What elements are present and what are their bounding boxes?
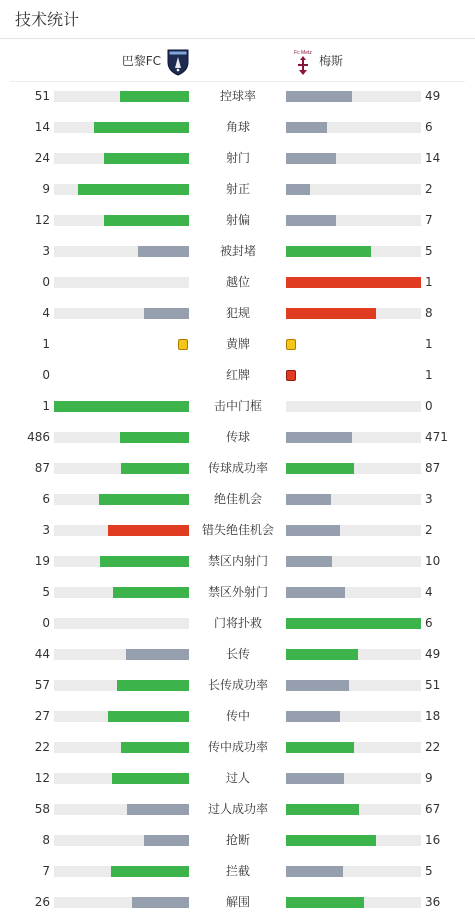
away-bar-track bbox=[286, 866, 421, 877]
home-bar-fill bbox=[111, 866, 189, 877]
home-bar-fill bbox=[94, 122, 189, 133]
stat-row bbox=[0, 732, 475, 763]
stat-label: 拦截 bbox=[225, 864, 250, 878]
home-bar-fill bbox=[127, 804, 189, 815]
away-bar-track bbox=[286, 153, 421, 164]
away-team-name[interactable]: 梅斯 bbox=[319, 54, 344, 68]
home-bar-track bbox=[54, 153, 189, 164]
away-stat-value: 49 bbox=[425, 89, 441, 103]
home-bar-track bbox=[54, 184, 189, 195]
home-bar-track bbox=[54, 556, 189, 567]
stat-label: 传球成功率 bbox=[207, 461, 268, 475]
away-bar-track bbox=[286, 742, 421, 753]
away-stat-value: 471 bbox=[425, 430, 448, 444]
away-bar-fill bbox=[286, 246, 371, 257]
home-bar-track bbox=[54, 494, 189, 505]
home-bar-fill bbox=[104, 215, 189, 226]
stat-label: 禁区外射门 bbox=[207, 585, 268, 599]
stat-row bbox=[0, 81, 475, 112]
home-stat-value: 8 bbox=[42, 833, 50, 847]
away-bar-track bbox=[286, 401, 421, 412]
stat-row bbox=[0, 546, 475, 577]
stat-label: 过人成功率 bbox=[207, 802, 268, 816]
home-bar-track bbox=[54, 649, 189, 660]
home-stat-value: 7 bbox=[42, 864, 50, 878]
home-bar-fill bbox=[120, 432, 189, 443]
away-bar-fill bbox=[286, 897, 364, 908]
away-bar-fill bbox=[286, 618, 421, 629]
home-bar-track bbox=[54, 277, 189, 288]
away-bar-track bbox=[286, 897, 421, 908]
away-stat-value: 49 bbox=[425, 647, 441, 661]
home-bar-fill bbox=[104, 153, 189, 164]
home-bar-fill bbox=[121, 463, 189, 474]
home-bar-track bbox=[54, 866, 189, 877]
home-bar-track bbox=[54, 835, 189, 846]
home-bar-fill bbox=[108, 711, 189, 722]
home-bar-fill bbox=[113, 587, 189, 598]
away-stat-value: 1 bbox=[425, 368, 433, 382]
away-stat-value: 9 bbox=[425, 771, 433, 785]
away-stat-value: 6 bbox=[425, 616, 433, 630]
away-bar-track bbox=[286, 308, 421, 319]
away-stat-value: 51 bbox=[425, 678, 441, 692]
home-stat-value: 27 bbox=[34, 709, 50, 723]
paris-fc-crest-icon[interactable] bbox=[166, 48, 190, 76]
away-bar-track bbox=[286, 215, 421, 226]
stat-label: 抢断 bbox=[225, 833, 250, 847]
away-bar-fill bbox=[286, 215, 336, 226]
home-stat-value: 12 bbox=[34, 213, 50, 227]
away-bar-fill bbox=[286, 153, 336, 164]
home-stat-value: 1 bbox=[42, 399, 50, 413]
stat-label: 传中成功率 bbox=[207, 740, 268, 754]
away-bar-fill bbox=[286, 432, 352, 443]
home-bar-track bbox=[54, 308, 189, 319]
away-stat-value: 4 bbox=[425, 585, 433, 599]
home-stat-value: 0 bbox=[42, 368, 50, 382]
stat-label: 黄牌 bbox=[225, 337, 250, 351]
home-stat-value: 26 bbox=[34, 895, 50, 909]
home-stat-value: 14 bbox=[34, 120, 50, 134]
home-stat-value: 9 bbox=[42, 182, 50, 196]
away-bar-fill bbox=[286, 122, 327, 133]
away-bar-fill bbox=[286, 804, 359, 815]
stat-label: 解围 bbox=[225, 895, 250, 909]
away-stat-value: 16 bbox=[425, 833, 441, 847]
stat-row bbox=[0, 887, 475, 918]
stat-row bbox=[0, 577, 475, 608]
stat-row bbox=[0, 608, 475, 639]
away-bar-fill bbox=[286, 91, 352, 102]
stat-row bbox=[0, 205, 475, 236]
stat-label: 长传成功率 bbox=[207, 678, 268, 692]
away-bar-fill bbox=[286, 308, 376, 319]
away-stat-value: 8 bbox=[425, 306, 433, 320]
home-team-name[interactable]: 巴黎FC bbox=[121, 54, 161, 68]
stat-row bbox=[0, 794, 475, 825]
away-stat-value: 3 bbox=[425, 492, 433, 506]
home-bar-fill bbox=[78, 184, 189, 195]
home-bar-track bbox=[54, 773, 189, 784]
stat-label: 犯规 bbox=[225, 306, 250, 320]
stat-label: 角球 bbox=[225, 120, 250, 134]
home-stat-value: 19 bbox=[34, 554, 50, 568]
stat-label: 控球率 bbox=[219, 89, 256, 103]
svg-text:Fc Metz: Fc Metz bbox=[294, 50, 312, 56]
home-bar-fill bbox=[144, 835, 189, 846]
home-yellow-card-icon bbox=[178, 339, 188, 350]
away-bar-track bbox=[286, 91, 421, 102]
home-bar-track bbox=[54, 897, 189, 908]
stat-row bbox=[0, 143, 475, 174]
away-bar-fill bbox=[286, 494, 331, 505]
away-bar-fill bbox=[286, 742, 354, 753]
home-bar-track bbox=[54, 742, 189, 753]
away-stat-value: 36 bbox=[425, 895, 441, 909]
home-stat-value: 1 bbox=[42, 337, 50, 351]
home-bar-fill bbox=[112, 773, 189, 784]
away-bar-fill bbox=[286, 680, 349, 691]
away-bar-track bbox=[286, 184, 421, 195]
stat-row bbox=[0, 267, 475, 298]
away-bar-track bbox=[286, 246, 421, 257]
home-bar-fill bbox=[126, 649, 189, 660]
away-bar-track bbox=[286, 122, 421, 133]
away-stat-value: 87 bbox=[425, 461, 441, 475]
home-stat-value: 3 bbox=[42, 523, 50, 537]
away-bar-track bbox=[286, 804, 421, 815]
stat-row bbox=[0, 112, 475, 143]
home-stat-value: 44 bbox=[34, 647, 50, 661]
home-bar-track bbox=[54, 711, 189, 722]
stat-row bbox=[0, 701, 475, 732]
away-bar-fill bbox=[286, 525, 340, 536]
stat-label: 传球 bbox=[225, 430, 250, 444]
stats-list bbox=[0, 81, 475, 918]
away-bar-track bbox=[286, 680, 421, 691]
home-bar-track bbox=[54, 246, 189, 257]
away-bar-track bbox=[286, 432, 421, 443]
stat-label: 射正 bbox=[225, 182, 250, 196]
home-stat-value: 6 bbox=[42, 492, 50, 506]
away-stat-value: 1 bbox=[425, 275, 433, 289]
stat-row bbox=[0, 484, 475, 515]
stat-label: 击中门框 bbox=[213, 399, 262, 413]
home-stat-value: 57 bbox=[34, 678, 50, 692]
fc-metz-crest-icon[interactable] bbox=[292, 48, 314, 76]
home-bar-fill bbox=[117, 680, 189, 691]
stat-label: 过人 bbox=[225, 771, 250, 785]
away-bar-fill bbox=[286, 711, 340, 722]
stat-label: 禁区内射门 bbox=[207, 554, 268, 568]
away-bar-track bbox=[286, 525, 421, 536]
away-bar-fill bbox=[286, 835, 376, 846]
away-bar-track bbox=[286, 649, 421, 660]
home-stat-value: 12 bbox=[34, 771, 50, 785]
stat-row bbox=[0, 360, 475, 391]
away-yellow-card-icon bbox=[286, 339, 296, 350]
away-bar-fill bbox=[286, 556, 332, 567]
home-bar-fill bbox=[100, 556, 189, 567]
home-stat-value: 0 bbox=[42, 616, 50, 630]
title-divider bbox=[0, 38, 475, 39]
away-stat-value: 18 bbox=[425, 709, 441, 723]
away-bar-track bbox=[286, 494, 421, 505]
home-bar-track bbox=[54, 91, 189, 102]
home-stat-value: 3 bbox=[42, 244, 50, 258]
stat-row bbox=[0, 670, 475, 701]
home-bar-fill bbox=[132, 897, 189, 908]
away-red-card-icon bbox=[286, 370, 296, 381]
stat-row bbox=[0, 515, 475, 546]
away-stat-value: 1 bbox=[425, 337, 433, 351]
away-bar-fill bbox=[286, 587, 345, 598]
away-bar-track bbox=[286, 277, 421, 288]
away-bar-fill bbox=[286, 866, 343, 877]
away-bar-track bbox=[286, 463, 421, 474]
home-bar-fill bbox=[120, 91, 189, 102]
away-stat-value: 7 bbox=[425, 213, 433, 227]
home-stat-value: 5 bbox=[42, 585, 50, 599]
away-bar-fill bbox=[286, 277, 421, 288]
home-bar-fill bbox=[108, 525, 189, 536]
stat-label: 长传 bbox=[225, 647, 250, 661]
home-stat-value: 0 bbox=[42, 275, 50, 289]
stat-row bbox=[0, 298, 475, 329]
stat-row bbox=[0, 329, 475, 360]
away-stat-value: 2 bbox=[425, 523, 433, 537]
away-stat-value: 67 bbox=[425, 802, 441, 816]
home-bar-track bbox=[54, 680, 189, 691]
away-bar-track bbox=[286, 711, 421, 722]
away-bar-track bbox=[286, 587, 421, 598]
home-bar-fill bbox=[99, 494, 189, 505]
home-bar-fill bbox=[54, 401, 189, 412]
stat-row bbox=[0, 391, 475, 422]
page-title: 技术统计 bbox=[15, 10, 80, 29]
away-stat-value: 6 bbox=[425, 120, 433, 134]
home-stat-value: 4 bbox=[42, 306, 50, 320]
stat-row bbox=[0, 763, 475, 794]
home-bar-fill bbox=[121, 742, 189, 753]
home-stat-value: 51 bbox=[34, 89, 50, 103]
stat-label: 被封堵 bbox=[219, 244, 256, 258]
stat-row bbox=[0, 856, 475, 887]
home-bar-track bbox=[54, 618, 189, 629]
home-bar-track bbox=[54, 401, 189, 412]
away-stat-value: 2 bbox=[425, 182, 433, 196]
stat-label: 绝佳机会 bbox=[213, 492, 262, 506]
home-stat-value: 87 bbox=[34, 461, 50, 475]
stat-label: 门将扑救 bbox=[213, 616, 262, 630]
home-stat-value: 24 bbox=[34, 151, 50, 165]
away-bar-fill bbox=[286, 463, 354, 474]
away-bar-track bbox=[286, 618, 421, 629]
away-bar-track bbox=[286, 773, 421, 784]
stat-row bbox=[0, 453, 475, 484]
away-stat-value: 22 bbox=[425, 740, 441, 754]
stat-label: 越位 bbox=[225, 275, 250, 289]
stat-row bbox=[0, 825, 475, 856]
away-bar-track bbox=[286, 835, 421, 846]
away-bar-track bbox=[286, 556, 421, 567]
away-stat-value: 5 bbox=[425, 244, 433, 258]
away-stat-value: 0 bbox=[425, 399, 433, 413]
stat-label: 射偏 bbox=[225, 213, 250, 227]
away-bar-fill bbox=[286, 773, 344, 784]
home-bar-fill bbox=[144, 308, 189, 319]
home-bar-track bbox=[54, 525, 189, 536]
away-stat-value: 14 bbox=[425, 151, 441, 165]
home-stat-value: 22 bbox=[34, 740, 50, 754]
stat-label: 射门 bbox=[225, 151, 250, 165]
home-stat-value: 58 bbox=[34, 802, 50, 816]
away-bar-fill bbox=[286, 184, 310, 195]
home-bar-track bbox=[54, 804, 189, 815]
away-stat-value: 5 bbox=[425, 864, 433, 878]
home-stat-value: 486 bbox=[27, 430, 50, 444]
home-bar-track bbox=[54, 432, 189, 443]
home-bar-fill bbox=[138, 246, 189, 257]
stat-label: 传中 bbox=[225, 709, 250, 723]
teams-header bbox=[0, 44, 475, 80]
stat-label: 红牌 bbox=[225, 368, 250, 382]
home-bar-track bbox=[54, 122, 189, 133]
stat-row bbox=[0, 422, 475, 453]
stat-row bbox=[0, 174, 475, 205]
stat-label: 错失绝佳机会 bbox=[201, 523, 274, 537]
away-stat-value: 10 bbox=[425, 554, 441, 568]
away-bar-fill bbox=[286, 649, 358, 660]
stat-row bbox=[0, 639, 475, 670]
home-bar-track bbox=[54, 215, 189, 226]
home-bar-track bbox=[54, 587, 189, 598]
home-bar-track bbox=[54, 463, 189, 474]
stat-row bbox=[0, 236, 475, 267]
